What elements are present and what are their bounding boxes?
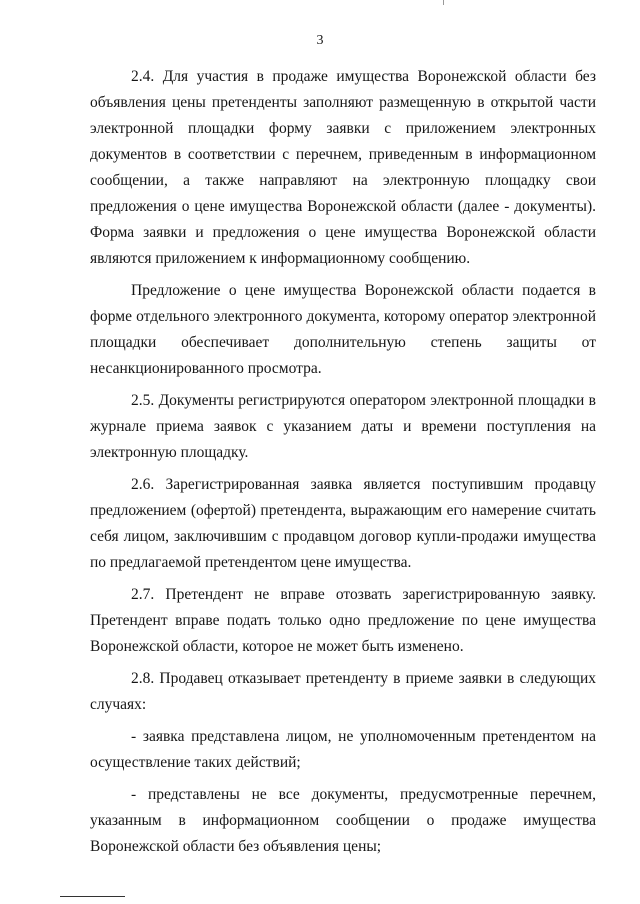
list-item-unauthorized: - заявка представлена лицом, не уполномоченным претендентом на осуществление таких действий;: [90, 728, 596, 771]
paragraph-2-4: 2.4. Для участия в продаже имущества Воронежской области без объявления цены претенденты заполняют размещенную в открытой части электронной площадки форму заявки с приложением электронных документов в соответствии с перечнем, приведенным в информационном сообщении, а также направляют на электронную площадку свои предложения о цене имущества Воронежской области (далее - документы). Форма заявки и предложения о цене имущества Воронежской области являются приложением к информационному сообщению.: [90, 68, 596, 267]
paragraph-2-7: 2.7. Претендент не вправе отозвать зарегистрированную заявку. Претендент вправе подать только одно предложение по цене имущества Воронежской области, которое не может быть изменено.: [90, 586, 596, 655]
paragraph-2-6: 2.6. Зарегистрированная заявка является поступившим продавцу предложением (офертой) претендента, выражающим его намерение считать себя лицом, заключившим с продавцом договор купли-продажи имущества по предлагаемой претендентом цене имущества.: [90, 476, 596, 571]
paragraph-2-5: 2.5. Документы регистрируются оператором электронной площадки в журнале приема заявок с указанием даты и времени поступления на электронную площадку.: [90, 392, 596, 461]
paragraph-2-8: 2.8. Продавец отказывает претенденту в приеме заявки в следующих случаях:: [90, 670, 596, 713]
scan-mark: [443, 0, 444, 5]
page-number: 3: [316, 33, 324, 48]
footer-rule: [60, 896, 125, 897]
document-body: [90, 64, 596, 866]
list-item-missing-documents: - представлены не все документы, предусмотренные перечнем, указанным в информационном сообщении о продаже имущества Воронежской области без объявления цены;: [90, 786, 596, 855]
paragraph-price-offer: Предложение о цене имущества Воронежской области подается в форме отдельного электронного документа, которому оператор электронной площадки обеспечивает дополнительную степень защиты от несанкционированного просмотра.: [90, 282, 596, 377]
